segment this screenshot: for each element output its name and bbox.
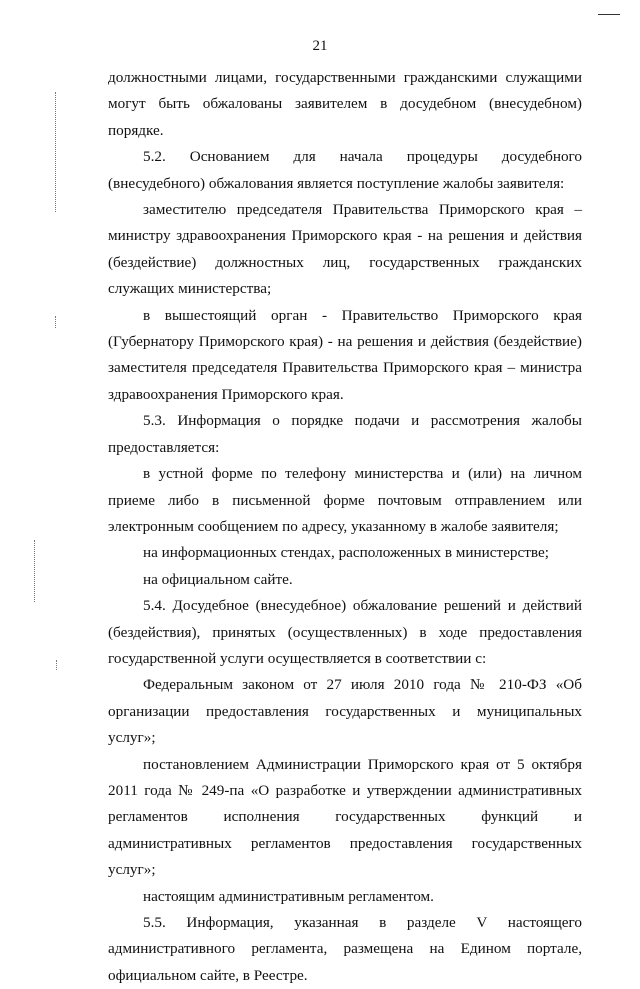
paragraph-5-5: 5.5. Информация, указанная в разделе V настоящего административного регламента, размещена на Едином портале, официальном сайте, в Реестре. [108, 914, 582, 984]
paragraph-info-stands: на информационных стендах, расположенных в министерстве; [143, 544, 549, 562]
paragraph-higher-authority: в вышестоящий орган - Правительство Приморского края (Губернатору Приморского края) - на решения и действия (бездействие) заместителя председателя Правительства Приморского края – министра здравоохранения Приморского края. [108, 306, 582, 403]
paragraph-5-3: 5.3. Информация о порядке подачи и рассмотрения жалобы предоставляется: [108, 412, 582, 456]
paragraph-resolution: постановлением Администрации Приморского края от 5 октября 2011 года № 249-па «О разработке и утверждении административных регламентов исполнения государственных функций и административных регламентов предоставления государственных услуг»; [108, 755, 582, 879]
paragraph-5-4: 5.4. Досудебное (внесудебное) обжалование решений и действий (бездействия), принятых (осуществленных) в ходе предоставления государственной услуги осуществляется в соответствии с: [108, 597, 582, 667]
margin-scan-mark [34, 540, 35, 602]
document-body [108, 65, 582, 989]
paragraph-continuation: должностными лицами, государственными гражданскими служащими могут быть обжалованы заявителем в досудебном (внесудебном) порядке. [108, 69, 582, 139]
margin-scan-mark [56, 660, 57, 670]
paragraph-official-site: на официальном сайте. [143, 570, 293, 588]
corner-dash-mark [598, 14, 620, 15]
paragraph-oral-written: в устной форме по телефону министерства и (или) на личном приеме либо в письменной форме почтовым отправлением или электронным сообщением по адресу, указанному в жалобе заявителя; [108, 465, 582, 535]
margin-scan-mark [55, 92, 56, 212]
paragraph-deputy-chair: заместителю председателя Правительства Приморского края – министру здравоохранения Приморского края - на решения и действия (бездействие) должностных лиц, государственных гражданских служащих министерства; [108, 201, 582, 298]
paragraph-5-2: 5.2. Основанием для начала процедуры досудебного (внесудебного) обжалования является поступление жалобы заявителя: [108, 148, 582, 192]
margin-scan-mark [55, 316, 56, 328]
page-number: 21 [312, 38, 328, 54]
paragraph-federal-law: Федеральным законом от 27 июля 2010 года № 210-ФЗ «Об организации предоставления государственных и муниципальных услуг»; [108, 676, 582, 747]
paragraph-this-regulation: настоящим административным регламентом. [143, 887, 434, 905]
